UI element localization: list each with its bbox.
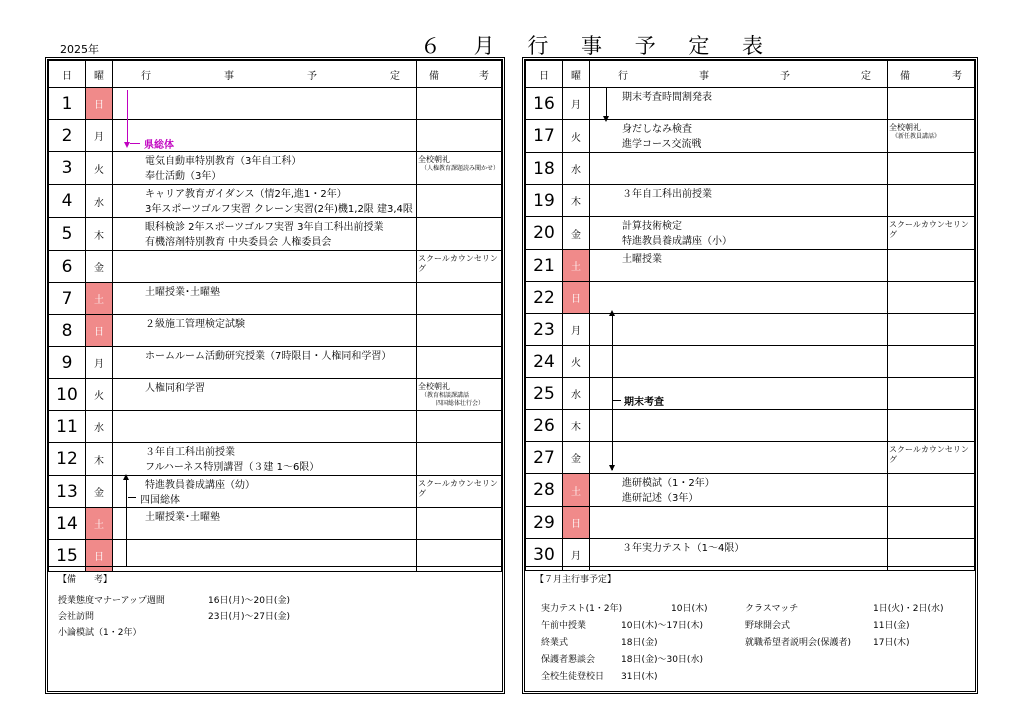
weekday-cell: 月 bbox=[86, 347, 113, 379]
event-line: 進学コース交流戦 bbox=[622, 139, 702, 150]
final-exam-label: 期末考査 bbox=[624, 397, 664, 408]
notes-cell bbox=[417, 379, 502, 411]
notes-footer-heading: 【備 考】 bbox=[58, 575, 113, 585]
weekday-cell: 金 bbox=[86, 251, 113, 283]
day-number: 8 bbox=[49, 315, 86, 347]
day-row bbox=[49, 120, 502, 152]
day-number: 29 bbox=[526, 507, 563, 539]
schedule-right bbox=[522, 57, 978, 694]
day-number: 24 bbox=[526, 346, 563, 378]
header-events-char: 定 bbox=[390, 70, 400, 82]
day-number: 26 bbox=[526, 410, 563, 442]
notes-cell bbox=[888, 474, 975, 507]
notes-cell bbox=[888, 378, 975, 410]
weekday-cell: 金 bbox=[86, 476, 113, 508]
events-cell bbox=[590, 346, 888, 378]
note-line: （人権教育課題読み聞かせ） bbox=[421, 165, 500, 172]
header-events-char: 行 bbox=[618, 70, 628, 82]
header-events-char: 事 bbox=[699, 70, 709, 82]
final-exam-range-line bbox=[612, 314, 613, 470]
july-event-value: 17日(木) bbox=[873, 638, 910, 648]
note-line: スクールカウンセリング bbox=[889, 445, 969, 464]
day-number: 20 bbox=[526, 217, 563, 250]
july-event-label: 全校生徒登校日 bbox=[541, 672, 605, 682]
event-line: 電気自動車特別教育（3年自工科） bbox=[145, 156, 302, 167]
weekday-cell: 金 bbox=[563, 442, 590, 474]
day-row bbox=[526, 120, 975, 153]
weekday-cell: 水 bbox=[86, 411, 113, 443]
day-number: 21 bbox=[526, 250, 563, 282]
weekday-cell: 火 bbox=[563, 120, 590, 153]
day-row bbox=[49, 185, 502, 218]
event-line: フルハーネス特別講習（３建 1～6限） bbox=[145, 462, 320, 473]
notes-cell bbox=[888, 153, 975, 185]
july-event-value: 18日(金) bbox=[621, 638, 658, 648]
events-cell bbox=[590, 217, 888, 250]
schedule-left bbox=[45, 57, 505, 694]
note-line: （教育相談課講話 bbox=[421, 392, 470, 399]
notes-cell bbox=[888, 410, 975, 442]
events-cell bbox=[113, 508, 417, 540]
day-number: 22 bbox=[526, 282, 563, 314]
event-line: ２級施工管理検定試験 bbox=[145, 319, 245, 330]
july-event-label: クラスマッチ bbox=[745, 604, 799, 614]
day-number: 15 bbox=[49, 540, 86, 572]
header-weekday: 曜 bbox=[86, 61, 113, 88]
day-number: 10 bbox=[49, 379, 86, 411]
day-row bbox=[526, 153, 975, 185]
notes-cell bbox=[417, 120, 502, 152]
note-line: 全校朝礼 bbox=[418, 155, 450, 164]
day-number: 14 bbox=[49, 508, 86, 540]
weekday-cell: 月 bbox=[86, 120, 113, 152]
weekday-cell: 月 bbox=[563, 88, 590, 120]
note-line: 《新任教員講話》 bbox=[892, 133, 941, 140]
header-day: 日 bbox=[526, 61, 563, 88]
day-row bbox=[49, 379, 502, 411]
day-row bbox=[526, 410, 975, 442]
notes-cell bbox=[888, 120, 975, 153]
event-line: 進研記述（3年） bbox=[622, 493, 699, 504]
notes-cell bbox=[888, 346, 975, 378]
july-event-value: 18日(金)～30日(水) bbox=[621, 655, 703, 665]
event-line: 人権同和学習 bbox=[145, 383, 205, 394]
day-row bbox=[526, 314, 975, 346]
event-line: キャリア教育ガイダンス（情2年,進1・2年） bbox=[145, 189, 347, 200]
event-line: ホームルーム活動研究授業（7時限目・人権同和学習） bbox=[145, 351, 392, 362]
events-cell bbox=[113, 185, 417, 218]
day-row bbox=[49, 476, 502, 508]
shikoku-meet-pointer bbox=[128, 497, 136, 498]
day-row bbox=[526, 378, 975, 410]
footer-note-label: 会社訪問 bbox=[58, 612, 95, 622]
events-cell bbox=[590, 120, 888, 153]
footer-note-label: 小論模試（1・2年） bbox=[58, 628, 142, 638]
notes-cell bbox=[888, 442, 975, 474]
events-cell bbox=[590, 282, 888, 314]
events-cell bbox=[113, 443, 417, 476]
day-row bbox=[49, 443, 502, 476]
header-events-char: 定 bbox=[861, 70, 871, 82]
header-events-char: 事 bbox=[224, 70, 234, 82]
prefectural-meet-pointer bbox=[130, 143, 140, 144]
notes-footer bbox=[48, 566, 502, 691]
events-cell bbox=[590, 314, 888, 346]
header-notes-char: 考 bbox=[479, 70, 489, 82]
event-line: 土曜授業･土曜塾 bbox=[145, 287, 220, 298]
july-event-label: 終業式 bbox=[541, 638, 569, 648]
day-row bbox=[526, 346, 975, 378]
day-row bbox=[526, 282, 975, 314]
weekday-cell: 火 bbox=[563, 346, 590, 378]
header-day: 日 bbox=[49, 61, 86, 88]
day-number: 18 bbox=[526, 153, 563, 185]
event-line: 特進教員養成講座（幼） bbox=[145, 480, 255, 491]
weekday-cell: 木 bbox=[86, 218, 113, 251]
events-cell bbox=[590, 474, 888, 507]
notes-cell bbox=[888, 185, 975, 217]
shikoku-meet-label: 四国総体 bbox=[140, 495, 180, 506]
events-cell bbox=[590, 153, 888, 185]
events-cell bbox=[590, 507, 888, 539]
weekday-cell: 水 bbox=[86, 185, 113, 218]
header-events bbox=[113, 61, 417, 88]
weekday-cell: 金 bbox=[563, 217, 590, 250]
page-title: ６ 月 行 事 予 定 表 bbox=[420, 34, 777, 58]
day-row bbox=[49, 283, 502, 315]
july-event-label: 保護者懇談会 bbox=[541, 655, 596, 665]
weekday-cell: 水 bbox=[563, 378, 590, 410]
header-events bbox=[590, 61, 888, 88]
day-number: 3 bbox=[49, 152, 86, 185]
events-cell bbox=[113, 283, 417, 315]
weekday-cell: 木 bbox=[563, 185, 590, 217]
notes-cell bbox=[417, 283, 502, 315]
schedule-table-left bbox=[48, 60, 502, 572]
weekday-cell: 日 bbox=[86, 540, 113, 572]
day-row bbox=[526, 250, 975, 282]
event-line: 奉仕活動（3年） bbox=[145, 171, 222, 182]
notes-cell bbox=[417, 443, 502, 476]
exam-schedule-range-line bbox=[606, 88, 607, 118]
events-cell bbox=[590, 410, 888, 442]
header-notes-char: 備 bbox=[900, 70, 910, 82]
event-line: ３年実力テスト（1～4限） bbox=[622, 543, 745, 554]
header-events-char: 予 bbox=[780, 70, 790, 82]
event-line: 計算技術検定 bbox=[622, 221, 682, 232]
july-schedule-footer bbox=[525, 566, 975, 691]
july-schedule-heading: 【７月主行事予定】 bbox=[535, 575, 617, 585]
notes-cell bbox=[888, 88, 975, 120]
day-row bbox=[526, 185, 975, 217]
event-line: 期末考査時間割発表 bbox=[622, 92, 712, 103]
weekday-cell: 火 bbox=[86, 152, 113, 185]
header-notes-char: 備 bbox=[429, 70, 439, 82]
day-row bbox=[49, 508, 502, 540]
note-line: スクールカウンセリング bbox=[418, 479, 498, 498]
events-cell bbox=[113, 218, 417, 251]
day-row bbox=[49, 251, 502, 283]
event-line: 3年スポーツゴルフ実習 クレーン実習(2年)機1,2限 建3,4限 bbox=[145, 204, 413, 215]
footer-note-label: 授業態度マナーアップ週間 bbox=[58, 596, 165, 606]
day-number: 11 bbox=[49, 411, 86, 443]
year-label: 2025年 bbox=[60, 43, 99, 56]
day-row bbox=[49, 315, 502, 347]
day-row bbox=[49, 347, 502, 379]
events-cell bbox=[590, 88, 888, 120]
note-line: 四国総体壮行会） bbox=[436, 400, 485, 407]
events-cell bbox=[590, 250, 888, 282]
note-line: スクールカウンセリング bbox=[418, 254, 498, 273]
weekday-cell: 土 bbox=[563, 250, 590, 282]
notes-cell bbox=[888, 217, 975, 250]
day-row bbox=[526, 474, 975, 507]
weekday-cell: 日 bbox=[86, 315, 113, 347]
day-number: 12 bbox=[49, 443, 86, 476]
arrow-down-icon bbox=[603, 116, 609, 122]
event-line: 土曜授業 bbox=[622, 254, 662, 265]
notes-cell bbox=[417, 476, 502, 508]
weekday-cell: 日 bbox=[563, 282, 590, 314]
event-line: 有機溶剤特別教育 中央委員会 人権委員会 bbox=[145, 237, 332, 248]
events-cell bbox=[113, 347, 417, 379]
day-number: 5 bbox=[49, 218, 86, 251]
day-row bbox=[49, 411, 502, 443]
events-cell bbox=[113, 379, 417, 411]
event-line: 眼科検診 2年スポーツゴルフ実習 3年自工科出前授業 bbox=[145, 222, 384, 233]
day-number: 17 bbox=[526, 120, 563, 153]
day-number: 16 bbox=[526, 88, 563, 120]
july-event-label: 就職希望者説明会(保護者) bbox=[745, 638, 852, 648]
day-number: 4 bbox=[49, 185, 86, 218]
final-exam-pointer bbox=[613, 400, 621, 401]
day-row bbox=[49, 88, 502, 120]
prefectural-meet-range-line bbox=[127, 90, 128, 144]
event-line: 特進教員養成講座（小） bbox=[622, 236, 732, 247]
notes-cell bbox=[417, 185, 502, 218]
notes-cell bbox=[888, 250, 975, 282]
event-line: 進研模試（1・2年） bbox=[622, 478, 715, 489]
notes-cell bbox=[888, 507, 975, 539]
day-number: 7 bbox=[49, 283, 86, 315]
event-line: ３年自工科出前授業 bbox=[145, 447, 235, 458]
day-number: 9 bbox=[49, 347, 86, 379]
note-line: 全校朝礼 bbox=[418, 382, 450, 391]
weekday-cell: 日 bbox=[86, 88, 113, 120]
weekday-cell: 月 bbox=[563, 314, 590, 346]
header-weekday: 曜 bbox=[563, 61, 590, 88]
events-cell bbox=[590, 442, 888, 474]
day-number: 2 bbox=[49, 120, 86, 152]
footer-note-value: 16日(月)～20日(金) bbox=[208, 596, 290, 606]
notes-cell bbox=[417, 411, 502, 443]
note-line: スクールカウンセリング bbox=[889, 220, 969, 239]
event-line: 土曜授業･土曜塾 bbox=[145, 512, 220, 523]
day-row bbox=[49, 218, 502, 251]
events-cell bbox=[113, 411, 417, 443]
notes-cell bbox=[417, 88, 502, 120]
weekday-cell: 木 bbox=[563, 410, 590, 442]
july-event-value: 10日(木) bbox=[671, 604, 708, 614]
weekday-cell: 水 bbox=[563, 153, 590, 185]
weekday-cell: 日 bbox=[563, 507, 590, 539]
day-number: 13 bbox=[49, 476, 86, 508]
day-number: 25 bbox=[526, 378, 563, 410]
notes-cell bbox=[417, 508, 502, 540]
day-number: 28 bbox=[526, 474, 563, 507]
day-row bbox=[526, 507, 975, 539]
footer-note-value: 23日(月)～27日(金) bbox=[208, 612, 290, 622]
day-number: 6 bbox=[49, 251, 86, 283]
weekday-cell: 土 bbox=[563, 474, 590, 507]
july-event-value: 1日(火)・2日(水) bbox=[873, 604, 944, 614]
header-notes-char: 考 bbox=[952, 70, 962, 82]
weekday-cell: 土 bbox=[86, 508, 113, 540]
day-number: 27 bbox=[526, 442, 563, 474]
arrow-up-icon bbox=[609, 310, 615, 316]
header-notes bbox=[888, 61, 975, 88]
events-cell bbox=[113, 315, 417, 347]
events-cell bbox=[113, 251, 417, 283]
day-row bbox=[526, 88, 975, 120]
july-event-value: 10日(木)～17日(木) bbox=[621, 621, 703, 631]
july-event-label: 午前中授業 bbox=[541, 621, 587, 631]
july-event-label: 実力テスト(1・2年) bbox=[541, 604, 623, 614]
day-number: 23 bbox=[526, 314, 563, 346]
notes-cell bbox=[888, 314, 975, 346]
day-row bbox=[526, 442, 975, 474]
day-number: 1 bbox=[49, 88, 86, 120]
weekday-cell: 土 bbox=[86, 283, 113, 315]
notes-cell bbox=[888, 282, 975, 314]
header-events-char: 行 bbox=[141, 70, 151, 82]
arrow-down-icon bbox=[609, 465, 615, 471]
day-number: 30 bbox=[526, 539, 563, 571]
arrow-up-icon bbox=[123, 474, 129, 480]
july-event-value: 31日(木) bbox=[621, 672, 658, 682]
events-cell bbox=[113, 88, 417, 120]
july-event-value: 11日(金) bbox=[873, 621, 910, 631]
notes-cell bbox=[417, 251, 502, 283]
weekday-cell: 火 bbox=[86, 379, 113, 411]
events-cell bbox=[113, 152, 417, 185]
notes-cell bbox=[417, 315, 502, 347]
july-event-label: 野球開会式 bbox=[745, 621, 791, 631]
note-line: 全校朝礼 bbox=[889, 123, 921, 132]
day-row bbox=[49, 152, 502, 185]
prefectural-meet-label: 県総体 bbox=[144, 140, 174, 151]
shikoku-meet-range-line bbox=[126, 478, 127, 566]
event-line: ３年自工科出前授業 bbox=[622, 189, 712, 200]
header-notes bbox=[417, 61, 502, 88]
weekday-cell: 月 bbox=[563, 539, 590, 571]
schedule-table-right bbox=[525, 60, 975, 571]
notes-cell bbox=[417, 152, 502, 185]
day-row bbox=[526, 217, 975, 250]
notes-cell bbox=[417, 347, 502, 379]
notes-cell bbox=[417, 218, 502, 251]
day-number: 19 bbox=[526, 185, 563, 217]
weekday-cell: 木 bbox=[86, 443, 113, 476]
events-cell bbox=[590, 185, 888, 217]
event-line: 身だしなみ検査 bbox=[622, 124, 692, 135]
header-events-char: 予 bbox=[307, 70, 317, 82]
